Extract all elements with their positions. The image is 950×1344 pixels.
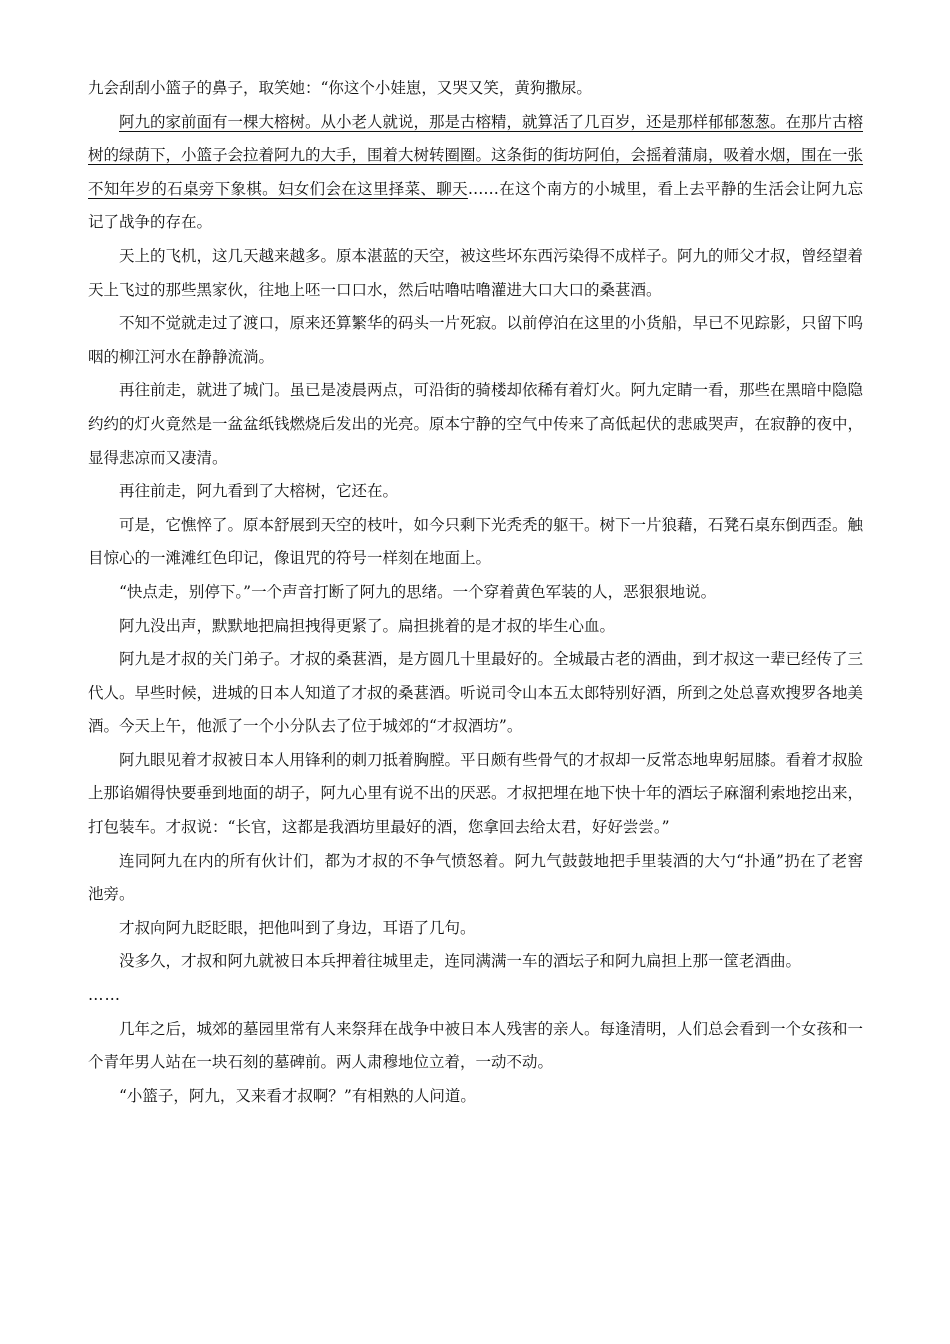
paragraph-soldier-voice: “快点走，别停下。”一个声音打断了阿九的思绪。一个穿着黄色军装的人，恶狠狠地说。: [119, 582, 717, 601]
paragraph-apprentice: 阿九是才叔的关门弟子。才叔的桑葚酒，是方圆几十里最好的。全城最古老的酒曲，到才叔这一辈已经传了三代人。早些时候，进城的日本人知道了才叔的桑葚酒。听说司令山本五太郎特别好酒，所到之处总喜欢搜罗各地美酒。今天上午，他派了一个小分队去了位于城郊的“才叔酒坊”。: [88, 650, 864, 736]
paragraph-bayonet: 阿九眼见着才叔被日本人用锋利的刺刀抵着胸膛。平日颇有些骨气的才叔却一反常态地卑躬屈膝。看着才叔脸上那谄媚得快要垂到地面的胡子，阿九心里有说不出的厌恶。才叔把埋在地下快十年的酒坛子麻溜利索地挖出来，打包装车。才叔说：“长官，这都是我酒坊里最好的酒，您拿回去给太君，好好尝尝。”: [88, 750, 864, 837]
underlined-passage: 阿九的家前面有一棵大榕树。从小老人就说，那是古榕精，就算活了几百岁，还是那样郁郁葱葱。在那片古榕树的绿荫下，小篮子会拉着阿九的大手，围着大树转圈圈。这条街的街坊阿伯，会摇着蒲扇，吸着水烟，围在一张不知年岁的石桌旁下象棋。妇女们会在这里择菜、聊天: [88, 112, 864, 198]
paragraph-continuation: 九会刮刮小篮子的鼻子，取笑她：“你这个小娃崽，又哭又笑，黄狗撒尿。: [88, 79, 592, 97]
paragraph-banyan-tree: [88, 106, 863, 240]
paragraph-city-gate: 再往前走，就进了城门。虽已是凌晨两点，可沿街的骑楼却依稀有着灯火。阿九定睛一看，那些在黑暗中隐隐约约的灯火竟然是一盆盆纸钱燃烧后发出的光亮。原本宁静的空气中传来了高低起伏的悲戚哭声，在寂静的夜中，显得悲凉而又凄清。: [88, 381, 864, 467]
paragraph-whisper: 才叔向阿九眨眨眼，把他叫到了身边，耳语了几句。: [119, 918, 476, 937]
paragraph-workers-angry: 连同阿九在内的所有伙计们，都为才叔的不争气愤怒着。阿九气鼓鼓地把手里装酒的大勺“扑通”扔在了老窖池旁。: [88, 851, 863, 904]
paragraph-final-dialogue: “小篮子，阿九，又来看才叔啊？”有相熟的人问道。: [119, 1086, 476, 1105]
paragraph-text: ……在这个南方的小城里，看上去平静的生活会让阿九忘记了战争的存在。: [88, 179, 863, 232]
paragraph-cemetery: 几年之后，城郊的墓园里常有人来祭拜在战争中被日本人残害的亲人。每逢清明，人们总会看到一个女孩和一个青年男人站在一块石刻的墓碑前。两人肃穆地位立着，一动不动。: [88, 1019, 864, 1072]
paragraph-shoulder-pole: 阿九没出声，默默地把扁担拽得更紧了。扁担挑着的是才叔的毕生心血。: [119, 616, 616, 635]
paragraph-tree-withered: 可是，它憔悴了。原本舒展到天空的枝叶，如今只剩下光秃秃的躯干。树下一片狼藉，石凳石桌东倒西歪。触目惊心的一滩滩红色印记，像诅咒的符号一样刻在地面上。: [88, 515, 864, 568]
paragraph-escorted: 没多久，才叔和阿九就被日本兵押着往城里走，连同满满一车的酒坛子和阿九扁担上那一筐老酒曲。: [119, 952, 802, 971]
section-ellipsis: ……: [88, 986, 121, 1005]
paragraph-airplanes: 天上的飞机，这几天越来越多。原本湛蓝的天空，被这些坏东西污染得不成样子。阿九的师父才叔，曾经望着天上飞过的那些黑家伙，往地上呸一口口水，然后咕噜咕噜灌进大口大口的桑葚酒。: [88, 246, 864, 299]
paragraph-ferry: 不知不觉就走过了渡口，原来还算繁华的码头一片死寂。以前停泊在这里的小货船，早已不见踪影，只留下呜咽的柳江河水在静静流淌。: [88, 314, 864, 366]
paragraph-tree-still-there: 再往前走，阿九看到了大榕树，它还在。: [119, 482, 399, 501]
document-body: [88, 72, 863, 1113]
